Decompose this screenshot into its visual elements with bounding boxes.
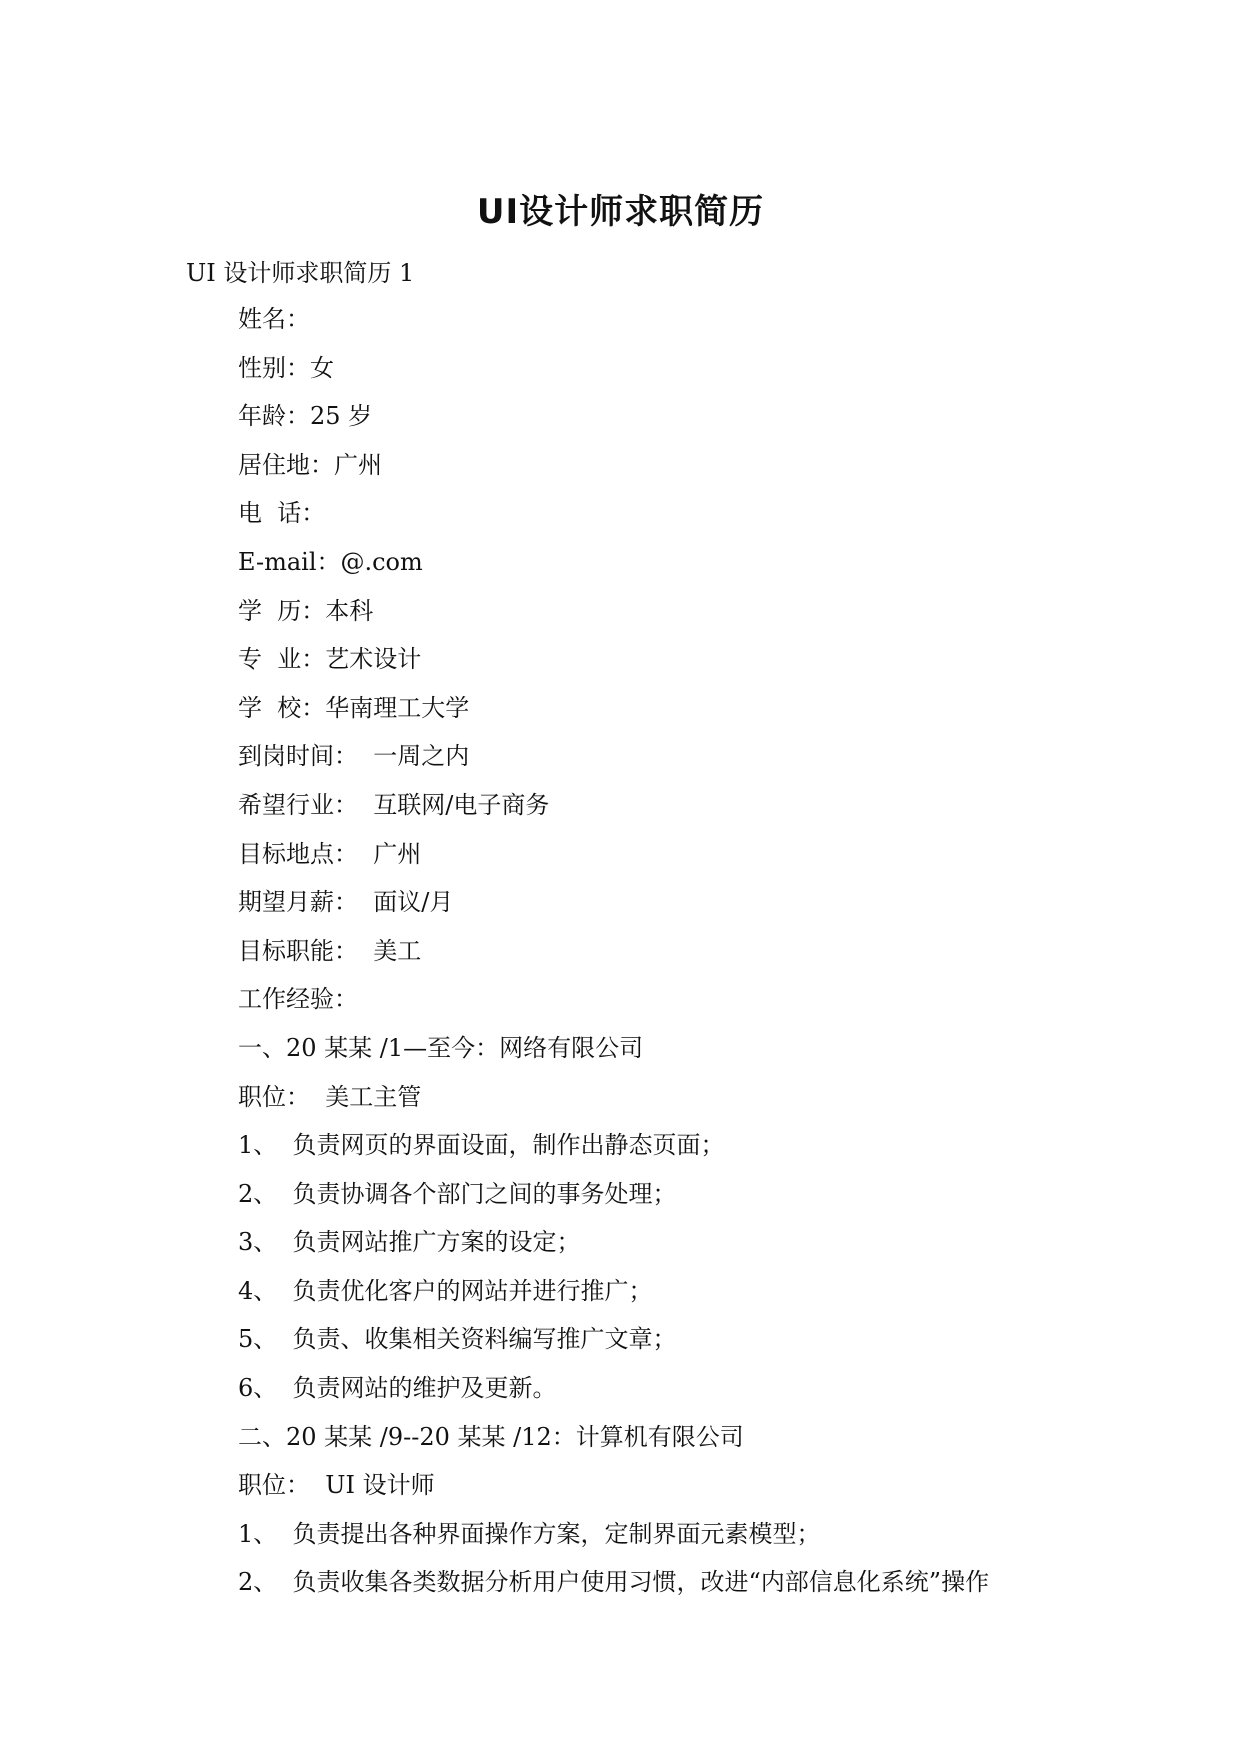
line-industry: 希望行业： 互联网/电子商务	[238, 790, 550, 819]
line-job-2: 二、20 某某 /9--20 某某 /12：计算机有限公司	[238, 1422, 744, 1451]
line-school: 学 校：华南理工大学	[238, 693, 470, 722]
line-phone: 电 话：	[238, 499, 326, 528]
document-title: UI设计师求职简历	[476, 192, 765, 232]
line-job-1: 一、20 某某 /1—至今：网络有限公司	[238, 1033, 644, 1062]
line-age: 年龄：25 岁	[238, 402, 373, 431]
line-email: E-mail：@.com	[238, 547, 423, 576]
document-subtitle: UI 设计师求职简历 1	[186, 259, 415, 287]
line-job-2-duty-2: 2、 负责收集各类数据分析用户使用习惯，改进“内部信息化系统”操作	[238, 1568, 990, 1597]
line-job-1-position: 职位： 美工主管	[238, 1082, 422, 1111]
line-education: 学 历：本科	[238, 596, 374, 625]
line-salary: 期望月薪： 面议/月	[238, 888, 454, 917]
line-job-1-duty-5: 5、 负责、收集相关资料编写推广文章；	[238, 1325, 677, 1354]
line-location: 目标地点： 广州	[238, 839, 422, 868]
line-job-2-duty-1: 1、 负责提出各种界面操作方案，定制界面元素模型；	[238, 1519, 821, 1548]
line-job-1-duty-1: 1、 负责网页的界面设面，制作出静态页面；	[238, 1131, 725, 1160]
line-job-1-duty-4: 4、 负责优化客户的网站并进行推广；	[238, 1276, 653, 1305]
line-job-1-duty-6: 6、 负责网站的维护及更新。	[238, 1374, 557, 1403]
line-gender: 性别：女	[238, 353, 334, 382]
line-major: 专 业：艺术设计	[238, 645, 422, 674]
resume-lines	[238, 302, 989, 1614]
line-job-2-position: 职位： UI 设计师	[238, 1471, 435, 1500]
line-job-1-duty-2: 2、 负责协调各个部门之间的事务处理；	[238, 1179, 677, 1208]
line-experience-heading: 工作经验：	[238, 985, 358, 1014]
line-residence: 居住地：广州	[238, 450, 382, 479]
line-target-role: 目标职能： 美工	[238, 936, 422, 965]
line-start-time: 到岗时间： 一周之内	[238, 742, 470, 771]
line-job-1-duty-3: 3、 负责网站推广方案的设定；	[238, 1228, 581, 1257]
line-name: 姓名：	[238, 305, 310, 333]
